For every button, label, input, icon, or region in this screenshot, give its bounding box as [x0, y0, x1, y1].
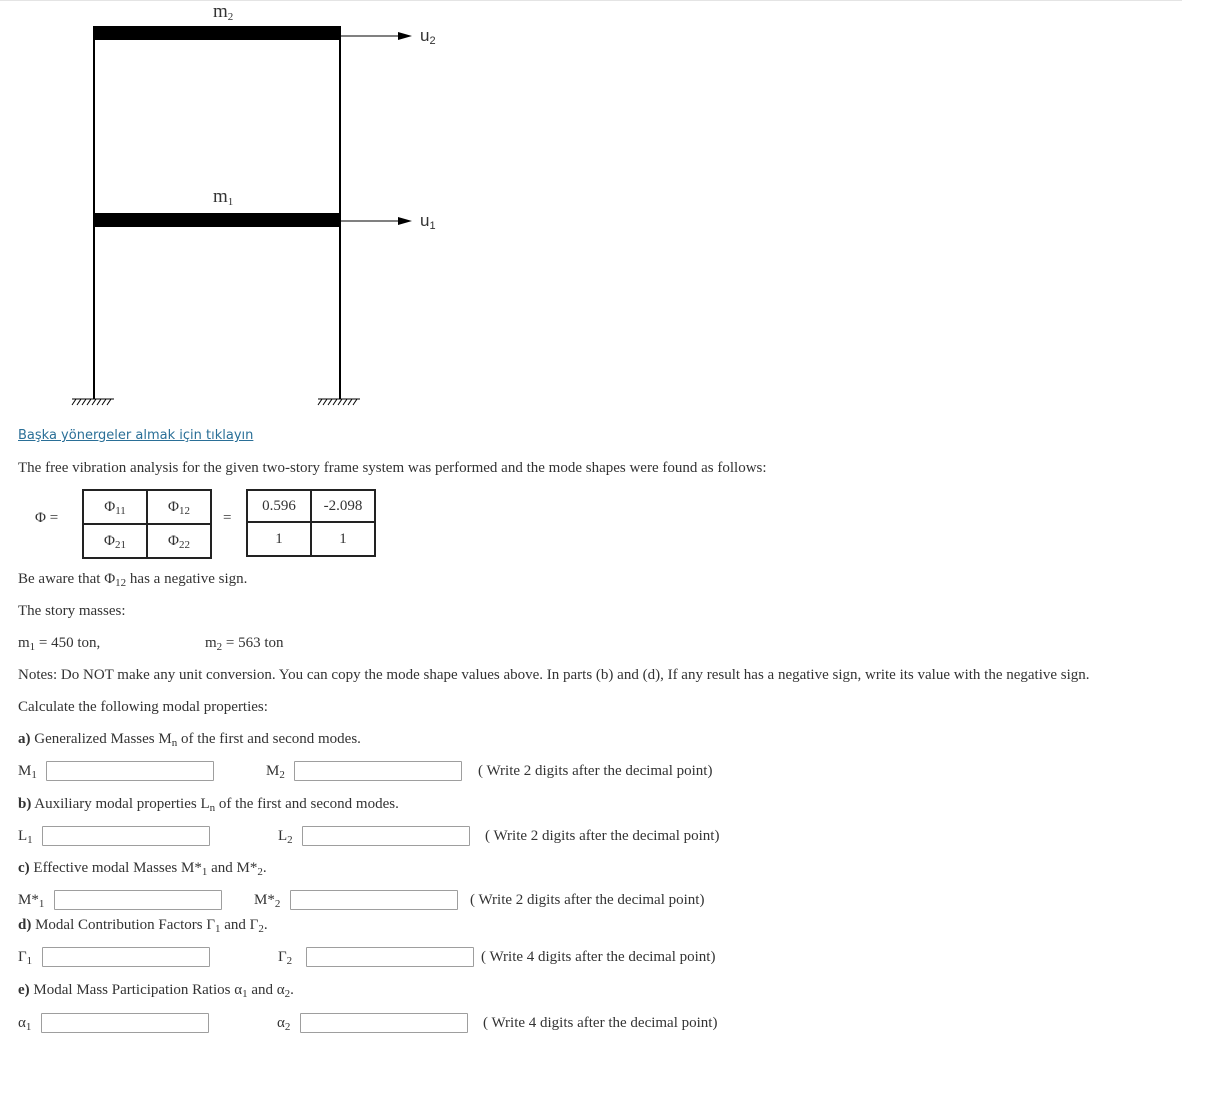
phi-12-value: -2.098	[311, 490, 375, 522]
left-fixed-support	[72, 399, 114, 405]
alpha-2-answer-input[interactable]	[300, 1013, 468, 1033]
part-d-hint: ( Write 4 digits after the decimal point)	[481, 949, 716, 965]
gamma-2-label: $\Gamma_2$	[278, 949, 293, 967]
mass-m2-value: $m_2 = 563$ ton	[205, 635, 284, 653]
phi-11-cell: $\Phi_{11}$	[83, 490, 147, 524]
m1-answer-input[interactable]	[46, 761, 214, 781]
part-a-question: a) Generalized Masses $M_n$ of the first and second modes.	[18, 731, 361, 749]
calculate-label: Calculate the following modal properties:	[18, 699, 268, 715]
top-beam	[94, 26, 340, 40]
gamma-1-answer-input[interactable]	[42, 947, 210, 967]
part-d-question: d) Modal Contribution Factors $\Gamma_1$ and $\Gamma_2$.	[18, 917, 268, 935]
m1-label: $M_1$	[18, 763, 37, 781]
phi-21-value: 1	[247, 522, 311, 556]
alpha-1-answer-input[interactable]	[41, 1013, 209, 1033]
phi-11-value: 0.596	[247, 490, 311, 522]
m-star-1-answer-input[interactable]	[54, 890, 222, 910]
part-e-hint: ( Write 4 digits after the decimal point)	[483, 1015, 718, 1031]
part-c-question: c) Effective modal Masses $M*_1$ and $M*_2$.	[18, 860, 267, 878]
m-star-1-label: $M*_1$	[18, 892, 45, 910]
gamma-1-label: $\Gamma_1$	[18, 949, 33, 967]
m2-answer-input[interactable]	[294, 761, 462, 781]
right-fixed-support	[318, 399, 360, 405]
part-b-hint: ( Write 2 digits after the decimal point)	[485, 828, 720, 844]
u2-arrowhead	[398, 32, 412, 40]
m-star-2-label: $M*_2$	[254, 892, 281, 910]
matrix-equals-sign: =	[223, 510, 232, 526]
part-a-hint: ( Write 2 digits after the decimal point)	[478, 763, 713, 779]
gamma-2-answer-input[interactable]	[306, 947, 474, 967]
l1-label: $L_1$	[18, 828, 33, 846]
part-e-question: e) Modal Mass Participation Ratios $\alpha_1$ and $\alpha_2$.	[18, 982, 294, 1000]
l1-answer-input[interactable]	[42, 826, 210, 846]
l2-answer-input[interactable]	[302, 826, 470, 846]
phi-22-cell: $\Phi_{22}$	[147, 524, 211, 558]
phi-value-matrix	[246, 489, 376, 557]
part-c-hint: ( Write 2 digits after the decimal point)	[470, 892, 705, 908]
phi-22-value: 1	[311, 522, 375, 556]
two-story-frame-diagram	[0, 0, 480, 420]
displacement-label-u1: $u_1$	[420, 211, 436, 232]
phi-21-cell: $\Phi_{21}$	[83, 524, 147, 558]
intro-text: The free vibration analysis for the given two-story frame system was performed and the mode shapes were found as follows:	[18, 460, 767, 476]
alpha-1-label: $\alpha_1$	[18, 1015, 32, 1033]
negative-sign-warning: Be aware that $\Phi_{12}$ has a negative sign.	[18, 571, 248, 589]
m2-label: $M_2$	[266, 763, 285, 781]
m-star-2-answer-input[interactable]	[290, 890, 458, 910]
middle-beam	[94, 213, 340, 227]
story-masses-label: The story masses:	[18, 603, 126, 619]
instructions-link[interactable]: Başka yönergeler almak için tıklayın	[18, 428, 254, 443]
mass-label-m2: $m_2$	[213, 1, 234, 23]
part-b-question: b) Auxiliary modal properties $L_n$ of the first and second modes.	[18, 796, 399, 814]
displacement-label-u2: $u_2$	[420, 26, 436, 47]
mass-label-m1: $m_1$	[213, 186, 234, 208]
mass-m1-value: $m_1 = 450$ ton,	[18, 635, 101, 653]
phi-label: Φ =	[35, 510, 59, 526]
l2-label: $L_2$	[278, 828, 293, 846]
notes-text: Notes: Do NOT make any unit conversion. You can copy the mode shape values above. In parts (b) and (d), If any result has a negative sign, write its value with the negative sign.	[18, 667, 1090, 683]
phi-12-cell: $\Phi_{12}$	[147, 490, 211, 524]
phi-symbol-matrix	[82, 489, 212, 559]
u1-arrowhead	[398, 217, 412, 225]
alpha-2-label: $\alpha_2$	[277, 1015, 291, 1033]
